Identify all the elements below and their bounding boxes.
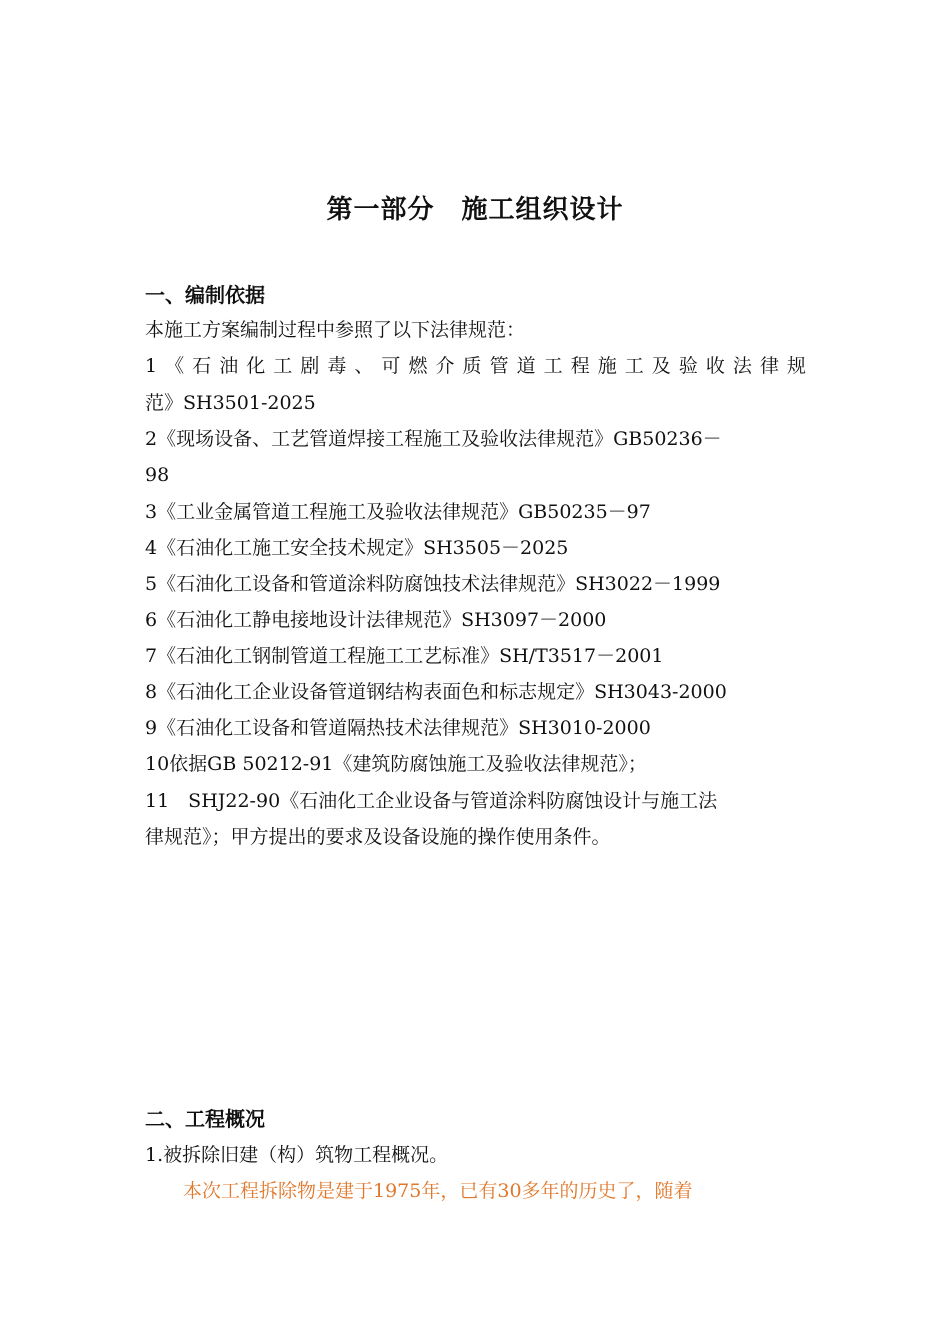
- list-item: 9《石油化工设备和管道隔热技术法律规范》SH3010-2000: [145, 717, 651, 739]
- list-item: 98: [145, 464, 170, 486]
- section-heading-basis: 一、编制依据: [145, 283, 265, 307]
- list-item: 10依据GB 50212-91《建筑防腐蚀施工及验收法律规范》；: [145, 753, 647, 775]
- overview-item: 1.被拆除旧建（构）筑物工程概况。: [145, 1144, 449, 1166]
- basis-intro: 本施工方案编制过程中参照了以下法律规范：: [145, 319, 526, 341]
- list-item: 8《石油化工企业设备管道钢结构表面色和标志规定》SH3043-2000: [145, 681, 727, 703]
- page-title: 第一部分 施工组织设计: [326, 195, 624, 225]
- list-item: 3《工业金属管道工程施工及验收法律规范》GB50235－97: [145, 501, 651, 523]
- list-item: 5《石油化工设备和管道涂料防腐蚀技术法律规范》SH3022－1999: [145, 573, 721, 595]
- list-item: 2《现场设备、工艺管道焊接工程施工及验收法律规范》GB50236－: [145, 428, 722, 450]
- list-item: 4《石油化工施工安全技术规定》SH3505－2025: [145, 537, 569, 559]
- list-item: 范》SH3501-2025: [145, 392, 316, 414]
- list-item: 7《石油化工钢制管道工程施工工艺标准》SH/T3517－2001: [145, 645, 664, 667]
- section-heading-overview: 二、工程概况: [145, 1107, 265, 1131]
- list-item: 6《石油化工静电接地设计法律规范》SH3097－2000: [145, 609, 607, 631]
- overview-paragraph: 本次工程拆除物是建于1975年，已有30多年的历史了，随着: [145, 1180, 693, 1202]
- list-item: 11 SHJ22-90《石油化工企业设备与管道涂料防腐蚀设计与施工法: [145, 790, 718, 812]
- list-item: 1《石油化工剧毒、可燃介质管道工程施工及验收法律规: [145, 355, 806, 377]
- list-item: 律规范》；甲方提出的要求及设备设施的操作使用条件。: [145, 826, 611, 848]
